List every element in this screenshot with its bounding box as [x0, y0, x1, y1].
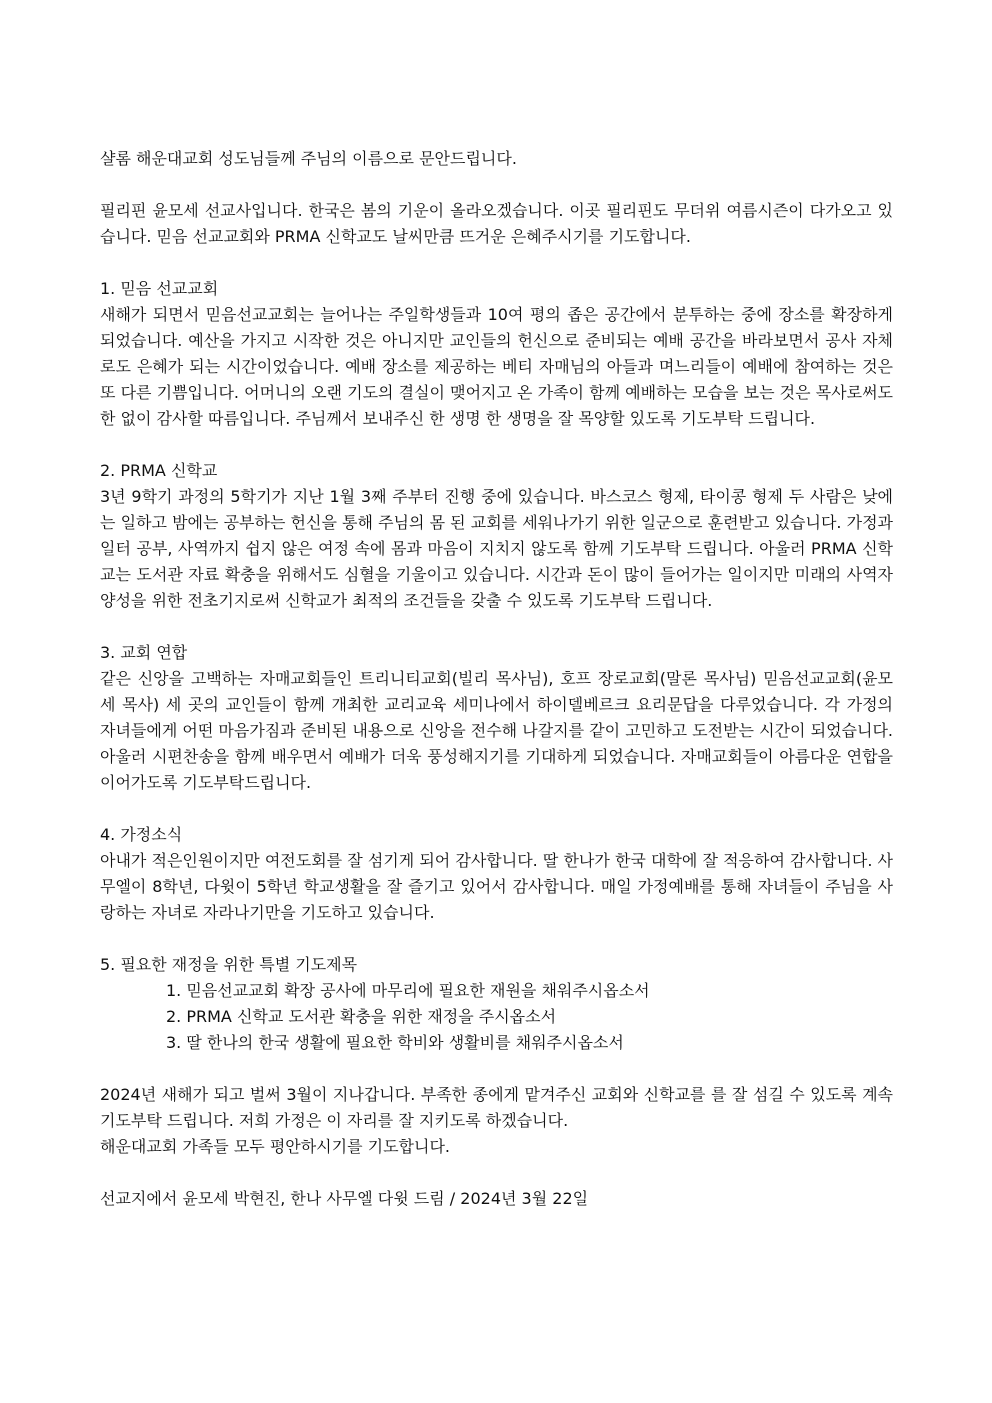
greeting-line: 샬롬 해운대교회 성도님들께 주님의 이름으로 문안드립니다. — [100, 149, 517, 168]
section-heading: 2. PRMA 신학교 — [100, 461, 218, 480]
signature-line: 선교지에서 윤모세 박현진, 한나 사무엘 다윗 드림 / 2024년 3월 22일 — [100, 1189, 589, 1208]
section-heading: 4. 가정소식 — [100, 825, 183, 844]
section-family-news — [100, 822, 893, 926]
intro-paragraph: 필리핀 윤모세 선교사입니다. 한국은 봄의 기운이 올라오겠습니다. 이곳 필리핀도 무더위 여름시즌이 다가오고 있습니다. 믿음 선교교회와 PRMA 신학교도 날씨만큼 뜨거운 은혜주시기를 기도합니다. — [100, 201, 893, 246]
section-prayer-requests — [100, 952, 893, 1056]
section-body: 아내가 적은인원이지만 여전도회를 잘 섬기게 되어 감사합니다. 딸 한나가 한국 대학에 잘 적응하여 감사합니다. 사무엘이 8학년, 다윗이 5학년 학교생활을 잘 즐기고 있어서 감사합니다. 매일 가정예배를 통해 자녀들이 주님을 사랑하는 자녀로 자라나기만을 기도하고 있습니다. — [100, 851, 893, 922]
section-heading: 5. 필요한 재정을 위한 특별 기도제목 — [100, 955, 358, 974]
blessing-line: 해운대교회 가족들 모두 평안하시기를 기도합니다. — [100, 1137, 451, 1156]
spacer — [100, 926, 893, 952]
section-body: 3년 9학기 과정의 5학기가 지난 1월 3째 주부터 진행 중에 있습니다. 바스코스 형제, 타이콩 형제 두 사람은 낮에는 일하고 밤에는 공부하는 헌신을 통해 주님의 몸 된 교회를 세워나가기 위한 일군으로 훈련받고 있습니다. 가정과 일터 공부, 사역까지 쉽지 않은 여정 속에 몸과 마음이 지치지 않도록 함께 기도부탁 드립니다. 아울러 PRMA 신학교는 도서관 자료 확충을 위해서도 심혈을 기울이고 있습니다. 시간과 돈이 많이 들어가는 일이지만 미래의 사역자 양성을 위한 전초기지로써 신학교가 최적의 조건들을 갖출 수 있도록 기도부탁 드립니다. — [100, 487, 893, 610]
spacer — [100, 172, 893, 198]
section-body: 같은 신앙을 고백하는 자매교회들인 트리니티교회(빌리 목사님), 호프 장로교회(말론 목사님) 믿음선교교회(윤모세 목사) 세 곳의 교인들이 함께 개최한 교리교육 세미나에서 하이델베르크 요리문답을 다루었습니다. 각 가정의 자녀들에게 어떤 마음가짐과 준비된 내용으로 신앙을 전수해 나갈지를 같이 고민하고 도전받는 시간이 되었습니다. 아울러 시편찬송을 함께 배우면서 예배가 더욱 풍성해지기를 기대하게 되었습니다. 자매교회들이 아름다운 연합을 이어가도록 기도부탁드립니다. — [100, 669, 893, 792]
spacer — [100, 1056, 893, 1082]
section-heading: 1. 믿음 선교교회 — [100, 279, 219, 298]
section-body: 새해가 되면서 믿음선교교회는 늘어나는 주일학생들과 10여 평의 좁은 공간에서 분투하는 중에 장소를 확장하게 되었습니다. 예산을 가지고 시작한 것은 아니지만 교인들의 헌신으로 준비되는 예배 공간을 바라보면서 공사 자체로도 은혜가 되는 시간이었습니다. 예배 장소를 제공하는 베티 자매님의 아들과 며느리들이 예배에 참여하는 것은 또 다른 기쁨입니다. 어머니의 오랜 기도의 결실이 맺어지고 온 가족이 함께 예배하는 모습을 보는 것은 목사로써도 한 없이 감사할 따름입니다. 주님께서 보내주신 한 생명 한 생명을 잘 목양할 있도록 기도부탁 드립니다. — [100, 305, 893, 428]
prayer-list — [100, 978, 893, 1056]
letter-page — [100, 146, 893, 1212]
spacer — [100, 432, 893, 458]
section-church — [100, 276, 893, 432]
section-seminary — [100, 458, 893, 614]
section-church-union — [100, 640, 893, 796]
list-item: 2. PRMA 신학교 도서관 확충을 위한 재정을 주시옵소서 — [166, 1007, 557, 1026]
spacer — [100, 1160, 893, 1186]
section-heading: 3. 교회 연합 — [100, 643, 188, 662]
spacer — [100, 614, 893, 640]
list-item: 1. 믿음선교교회 확장 공사에 마무리에 필요한 재원을 채워주시옵소서 — [166, 981, 650, 1000]
list-item: 3. 딸 한나의 한국 생활에 필요한 학비와 생활비를 채워주시옵소서 — [166, 1033, 624, 1052]
spacer — [100, 250, 893, 276]
closing-paragraph: 2024년 새해가 되고 벌써 3월이 지나갑니다. 부족한 종에게 맡겨주신 교회와 신학교를 를 잘 섬길 수 있도록 계속 기도부탁 드립니다. 저희 가정은 이 자리를 잘 지키도록 하겠습니다. — [100, 1085, 893, 1130]
spacer — [100, 796, 893, 822]
